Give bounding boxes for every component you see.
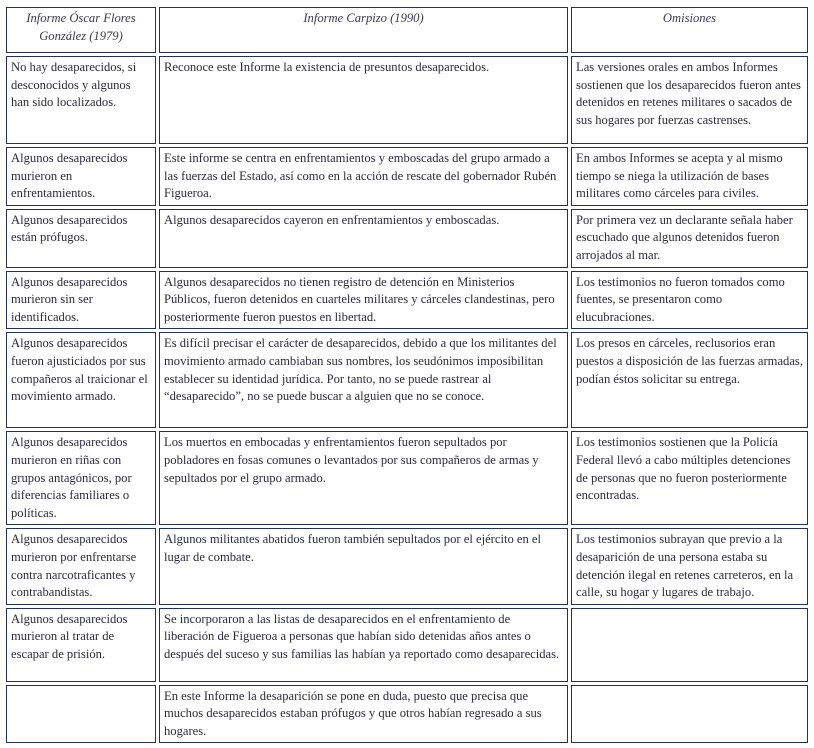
cell-omisiones: Los testimonios no fueron tomados como fuentes, se presentaron como elucubraciones.	[571, 271, 808, 330]
cell-flores-gonzalez: Algunos desaparecidos están prófugos.	[6, 209, 156, 268]
cell-flores-gonzalez: Algunos desaparecidos murieron por enfrentarse contra narcotraficantes y contrabandistas.	[6, 528, 156, 604]
cell-flores-gonzalez: Algunos desaparecidos murieron al tratar de escapar de prisión.	[6, 608, 156, 682]
cell-flores-gonzalez: No hay desaparecidos, si desconocidos y algunos han sido localizados.	[6, 56, 156, 144]
cell-omisiones: Los testimonios subrayan que previo a la desaparición de una persona estaba su detención ilegal en retenes carreteros, en la calle, su hogar y lugares de trabajo.	[571, 528, 808, 604]
cell-carpizo: Algunos desaparecidos no tienen registro de detención en Ministerios Públicos, fueron detenidos en cuarteles militares y cárceles clandestinas, pero posteriormente fueron puestos en libertad.	[159, 271, 568, 330]
table-row	[6, 332, 808, 428]
table-row	[6, 608, 808, 682]
cell-carpizo: Algunos desaparecidos cayeron en enfrentamientos y emboscadas.	[159, 209, 568, 268]
header-carpizo: Informe Carpizo (1990)	[159, 7, 568, 53]
table-row	[6, 685, 808, 744]
table-row	[6, 431, 808, 525]
table-row	[6, 209, 808, 268]
cell-carpizo: Es difícil precisar el carácter de desaparecidos, debido a que los militantes del movimiento armado cambiaban sus nombres, los seudónimos imposibilitan establecer su identidad jurídica. Por tanto, no se puede rastrear al “desaparecido”, no se puede buscar a alguien que no se conoce.	[159, 332, 568, 428]
cell-carpizo: Algunos militantes abatidos fueron también sepultados por el ejército en el lugar de combate.	[159, 528, 568, 604]
table-row	[6, 56, 808, 144]
header-row	[6, 7, 808, 53]
cell-flores-gonzalez: Algunos desaparecidos murieron en riñas con grupos antagónicos, por diferencias familiares o políticas.	[6, 431, 156, 525]
cell-omisiones: En ambos Informes se acepta y al mismo tiempo se niega la utilización de bases militares como cárceles para civiles.	[571, 147, 808, 206]
cell-omisiones: Los testimonios sostienen que la Policía Federal llevó a cabo múltiples detenciones de personas que no fueron posteriormente encontradas.	[571, 431, 808, 525]
cell-carpizo: En este Informe la desaparición se pone en duda, puesto que precisa que muchos desaparecidos estaban prófugos y que otros habían regresado a sus hogares.	[159, 685, 568, 744]
cell-carpizo: Los muertos en embocadas y enfrentamientos fueron sepultados por pobladores en fosas comunes o levantados por sus compañeros de armas y sepultados por el grupo armado.	[159, 431, 568, 525]
cell-omisiones: Los presos en cárceles, reclusorios eran puestos a disposición de las fuerzas armadas, podían éstos solicitar su entrega.	[571, 332, 808, 428]
comparison-table	[3, 4, 811, 746]
header-flores-gonzalez: Informe Óscar Flores González (1979)	[6, 7, 156, 53]
cell-flores-gonzalez: Algunos desaparecidos murieron en enfrentamientos.	[6, 147, 156, 206]
cell-omisiones: Por primera vez un declarante señala haber escuchado que algunos detenidos fueron arrojados al mar.	[571, 209, 808, 268]
cell-carpizo: Se incorporaron a las listas de desaparecidos en el enfrentamiento de liberación de Figueroa a personas que habían sido detenidas años antes o después del suceso y sus familias las habían ya reportado como desaparecidas.	[159, 608, 568, 682]
cell-carpizo: Reconoce este Informe la existencia de presuntos desaparecidos.	[159, 56, 568, 144]
table-row	[6, 147, 808, 206]
cell-omisiones	[571, 685, 808, 744]
cell-carpizo: Este informe se centra en enfrentamientos y emboscadas del grupo armado a las fuerzas del Estado, así como en la acción de rescate del gobernador Rubén Figueroa.	[159, 147, 568, 206]
header-omisiones: Omisiones	[571, 7, 808, 53]
cell-flores-gonzalez	[6, 685, 156, 744]
cell-omisiones: Las versiones orales en ambos Informes sostienen que los desaparecidos fueron antes detenidos en retenes militares o sacados de sus hogares por fuerzas castrenses.	[571, 56, 808, 144]
table-row	[6, 271, 808, 330]
cell-omisiones	[571, 608, 808, 682]
cell-flores-gonzalez: Algunos desaparecidos murieron sin ser identificados.	[6, 271, 156, 330]
table-row	[6, 528, 808, 604]
cell-flores-gonzalez: Algunos desaparecidos fueron ajusticiados por sus compañeros al traicionar el movimiento armado.	[6, 332, 156, 428]
